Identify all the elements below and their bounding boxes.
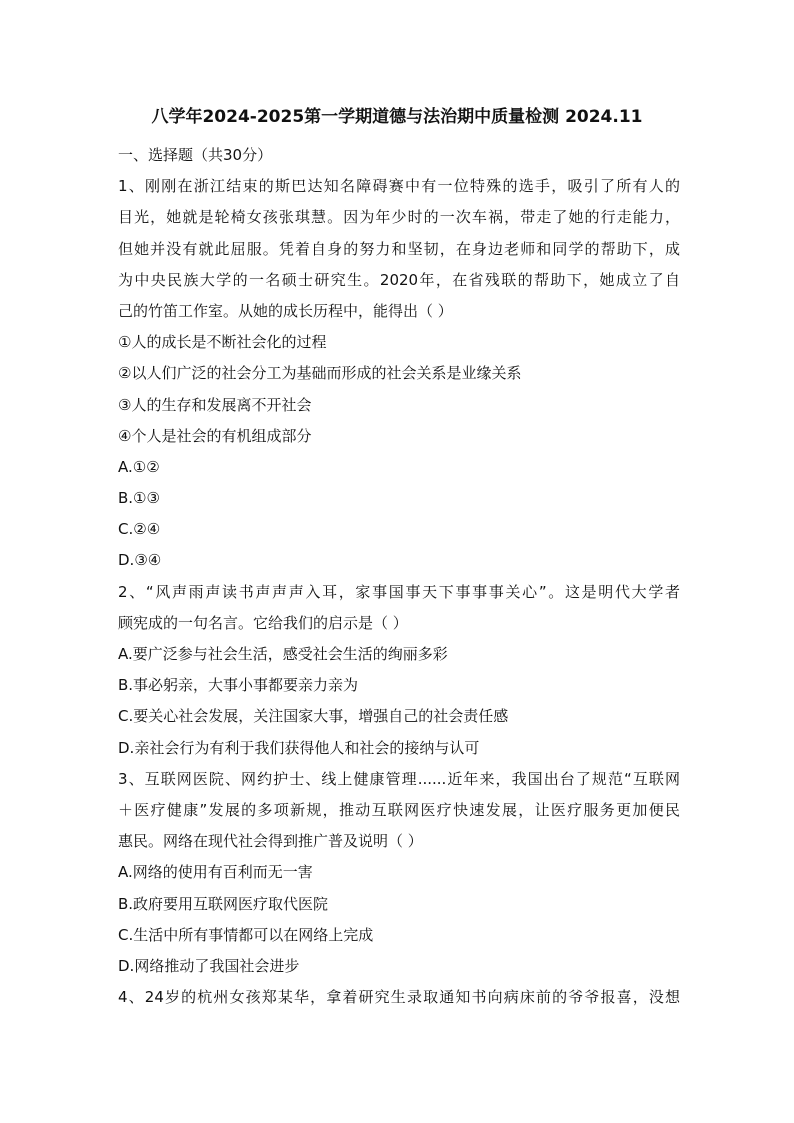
answer-option: D.网络推动了我国社会进步 xyxy=(118,956,300,975)
question-4 xyxy=(118,982,680,1013)
question-list xyxy=(118,140,680,1013)
answer-option: B.事必躬亲，大事小事都要亲力亲为 xyxy=(118,676,359,695)
question-stem-line: 己的竹笛工作室。从她的成长历程中，能得出（ ） xyxy=(118,301,453,320)
statement-item: ④个人是社会的有机组成部分 xyxy=(118,426,312,445)
question-3 xyxy=(118,764,680,982)
answer-option: A.①② xyxy=(118,457,160,476)
question-stem-line: 2、“风声雨声读书声声声入耳，家事国事天下事事事关心”。这是明代大学者 xyxy=(118,582,680,601)
statement-item: ①人的成长是不断社会化的过程 xyxy=(118,333,327,352)
question-stem-line: 1、刚刚在浙江结束的斯巴达知名障碍赛中有一位特殊的选手，吸引了所有人的 xyxy=(118,177,680,196)
answer-option: C.要关心社会发展，关注国家大事，增强自己的社会责任感 xyxy=(118,707,509,726)
answer-option: B.政府要用互联网医疗取代医院 xyxy=(118,894,329,913)
statement-item: ③人的生存和发展离不开社会 xyxy=(118,395,312,414)
question-stem-line: 3、互联网医院、网约护士、线上健康管理......近年来，我国出台了规范“互联网 xyxy=(118,769,680,788)
answer-option: C.生活中所有事情都可以在网络上完成 xyxy=(118,925,374,944)
answer-option: A.要广泛参与社会生活，感受社会生活的绚丽多彩 xyxy=(118,645,448,663)
question-stem-line: 顾宪成的一句名言。它给我们的启示是（ ） xyxy=(118,613,408,632)
question-stem-line: 4、24岁的杭州女孩郑某华，拿着研究生录取通知书向病床前的爷爷报喜，没想 xyxy=(118,988,680,1007)
answer-option: D.③④ xyxy=(118,551,162,570)
answer-option: C.②④ xyxy=(118,520,161,539)
question-stem-line: 但她并没有就此屈服。凭着自身的努力和坚韧，在身边老师和同学的帮助下，成 xyxy=(118,239,680,258)
document-title: 八学年2024-2025第一学期道德与法治期中质量检测 2024.11 xyxy=(151,107,643,127)
question-stem-line: 目光，她就是轮椅女孩张琪慧。因为年少时的一次车祸，带走了她的行走能力， xyxy=(118,208,680,227)
question-1 xyxy=(118,171,680,576)
answer-option: B.①③ xyxy=(118,489,160,508)
answer-option: A.网络的使用有百利而无一害 xyxy=(118,863,313,882)
answer-option: D.亲社会行为有利于我们获得他人和社会的接纳与认可 xyxy=(118,738,480,757)
question-2 xyxy=(118,577,680,764)
question-stem-line: ＋医疗健康”发展的多项新规，推动互联网医疗快速发展，让医疗服务更加便民 xyxy=(118,800,680,819)
question-stem-line: 惠民。网络在现代社会得到推广普及说明（ ） xyxy=(118,832,423,851)
question-stem-line: 为中央民族大学的一名硕士研究生。2020年，在省残联的帮助下，她成立了自 xyxy=(118,270,680,289)
statement-item: ②以人们广泛的社会分工为基础而形成的社会关系是业缘关系 xyxy=(118,364,522,383)
section-heading: 一、选择题（共30分） xyxy=(118,146,273,164)
